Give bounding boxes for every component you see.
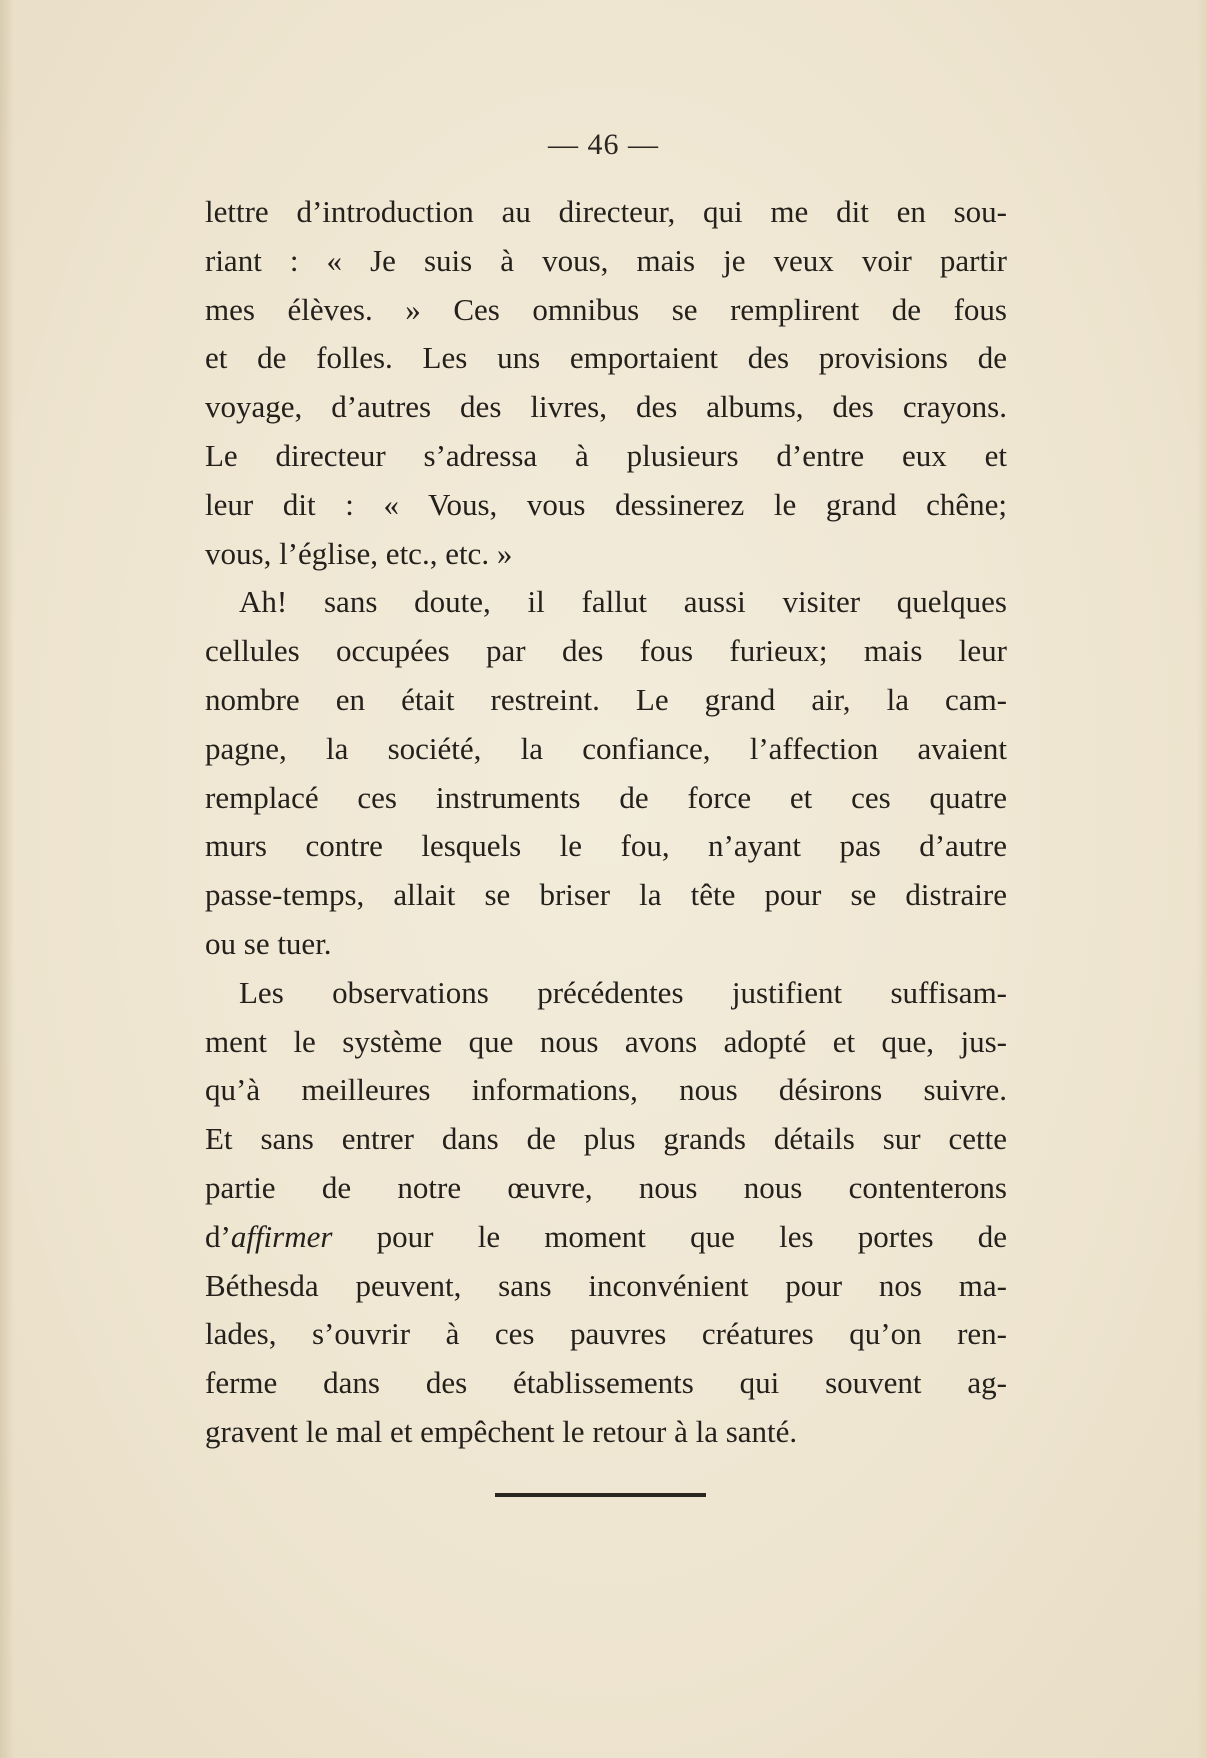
section-end-rule	[495, 1493, 706, 1497]
text-line: partie de notre œuvre, nous nous contenterons	[205, 1169, 1007, 1205]
text-line: et de folles. Les uns emportaient des provisions de	[205, 340, 1007, 376]
page-number: — 46 —	[548, 128, 659, 161]
text-fragment: d’	[205, 1218, 231, 1254]
text-line: lettre d’introduction au directeur, qui me dit en sou-	[205, 194, 1007, 229]
text-line: remplacé ces instruments de force et ces quatre	[205, 779, 1007, 815]
text-line: murs contre lesquels le fou, n’ayant pas d’autre	[205, 828, 1007, 864]
text-line-with-italic	[205, 1213, 1007, 1262]
text-line: Les observations précédentes justifient suffisam-	[239, 974, 1007, 1010]
text-line: gravent le mal et empêchent le retour à la santé.	[205, 1413, 798, 1449]
text-line: ferme dans des établissements qui souvent ag-	[205, 1365, 1007, 1401]
text-line: Ah! sans doute, il fallut aussi visiter quelques	[239, 584, 1007, 620]
text-line: Et sans entrer dans de plus grands détails sur cette	[205, 1121, 1007, 1157]
text-line: passe-temps, allait se briser la tête pour se distraire	[205, 877, 1007, 913]
text-line: leur dit : « Vous, vous dessinerez le grand chêne;	[205, 486, 1007, 522]
text-line: qu’à meilleures informations, nous désirons suivre.	[205, 1072, 1007, 1108]
text-line: ment le système que nous avons adopté et que, jus-	[205, 1023, 1007, 1059]
text-line: ou se tuer.	[205, 925, 332, 961]
italic-word: affirmer	[230, 1218, 333, 1254]
text-line: Le directeur s’adressa à plusieurs d’entre eux et	[205, 437, 1007, 473]
text-line: vous, l’église, etc., etc. »	[205, 535, 513, 571]
text-line: riant : « Je suis à vous, mais je veux voir partir	[205, 242, 1007, 278]
text-line: lades, s’ouvrir à ces pauvres créatures qu’on ren-	[205, 1316, 1007, 1352]
text-line: voyage, d’autres des livres, des albums, des crayons.	[205, 389, 1007, 425]
text-line: cellules occupées par des fous furieux; mais leur	[205, 633, 1007, 669]
text-line: mes élèves. » Ces omnibus se remplirent de fous	[205, 291, 1007, 327]
body-text	[205, 188, 1007, 1457]
text-line: pagne, la société, la confiance, l’affection avaient	[205, 730, 1007, 766]
text-line: nombre en était restreint. Le grand air, la cam-	[205, 681, 1007, 717]
text-line: Béthesda peuvent, sans inconvénient pour nos ma-	[205, 1267, 1007, 1303]
text-fragment: pour le moment que les portes de	[332, 1218, 1007, 1254]
